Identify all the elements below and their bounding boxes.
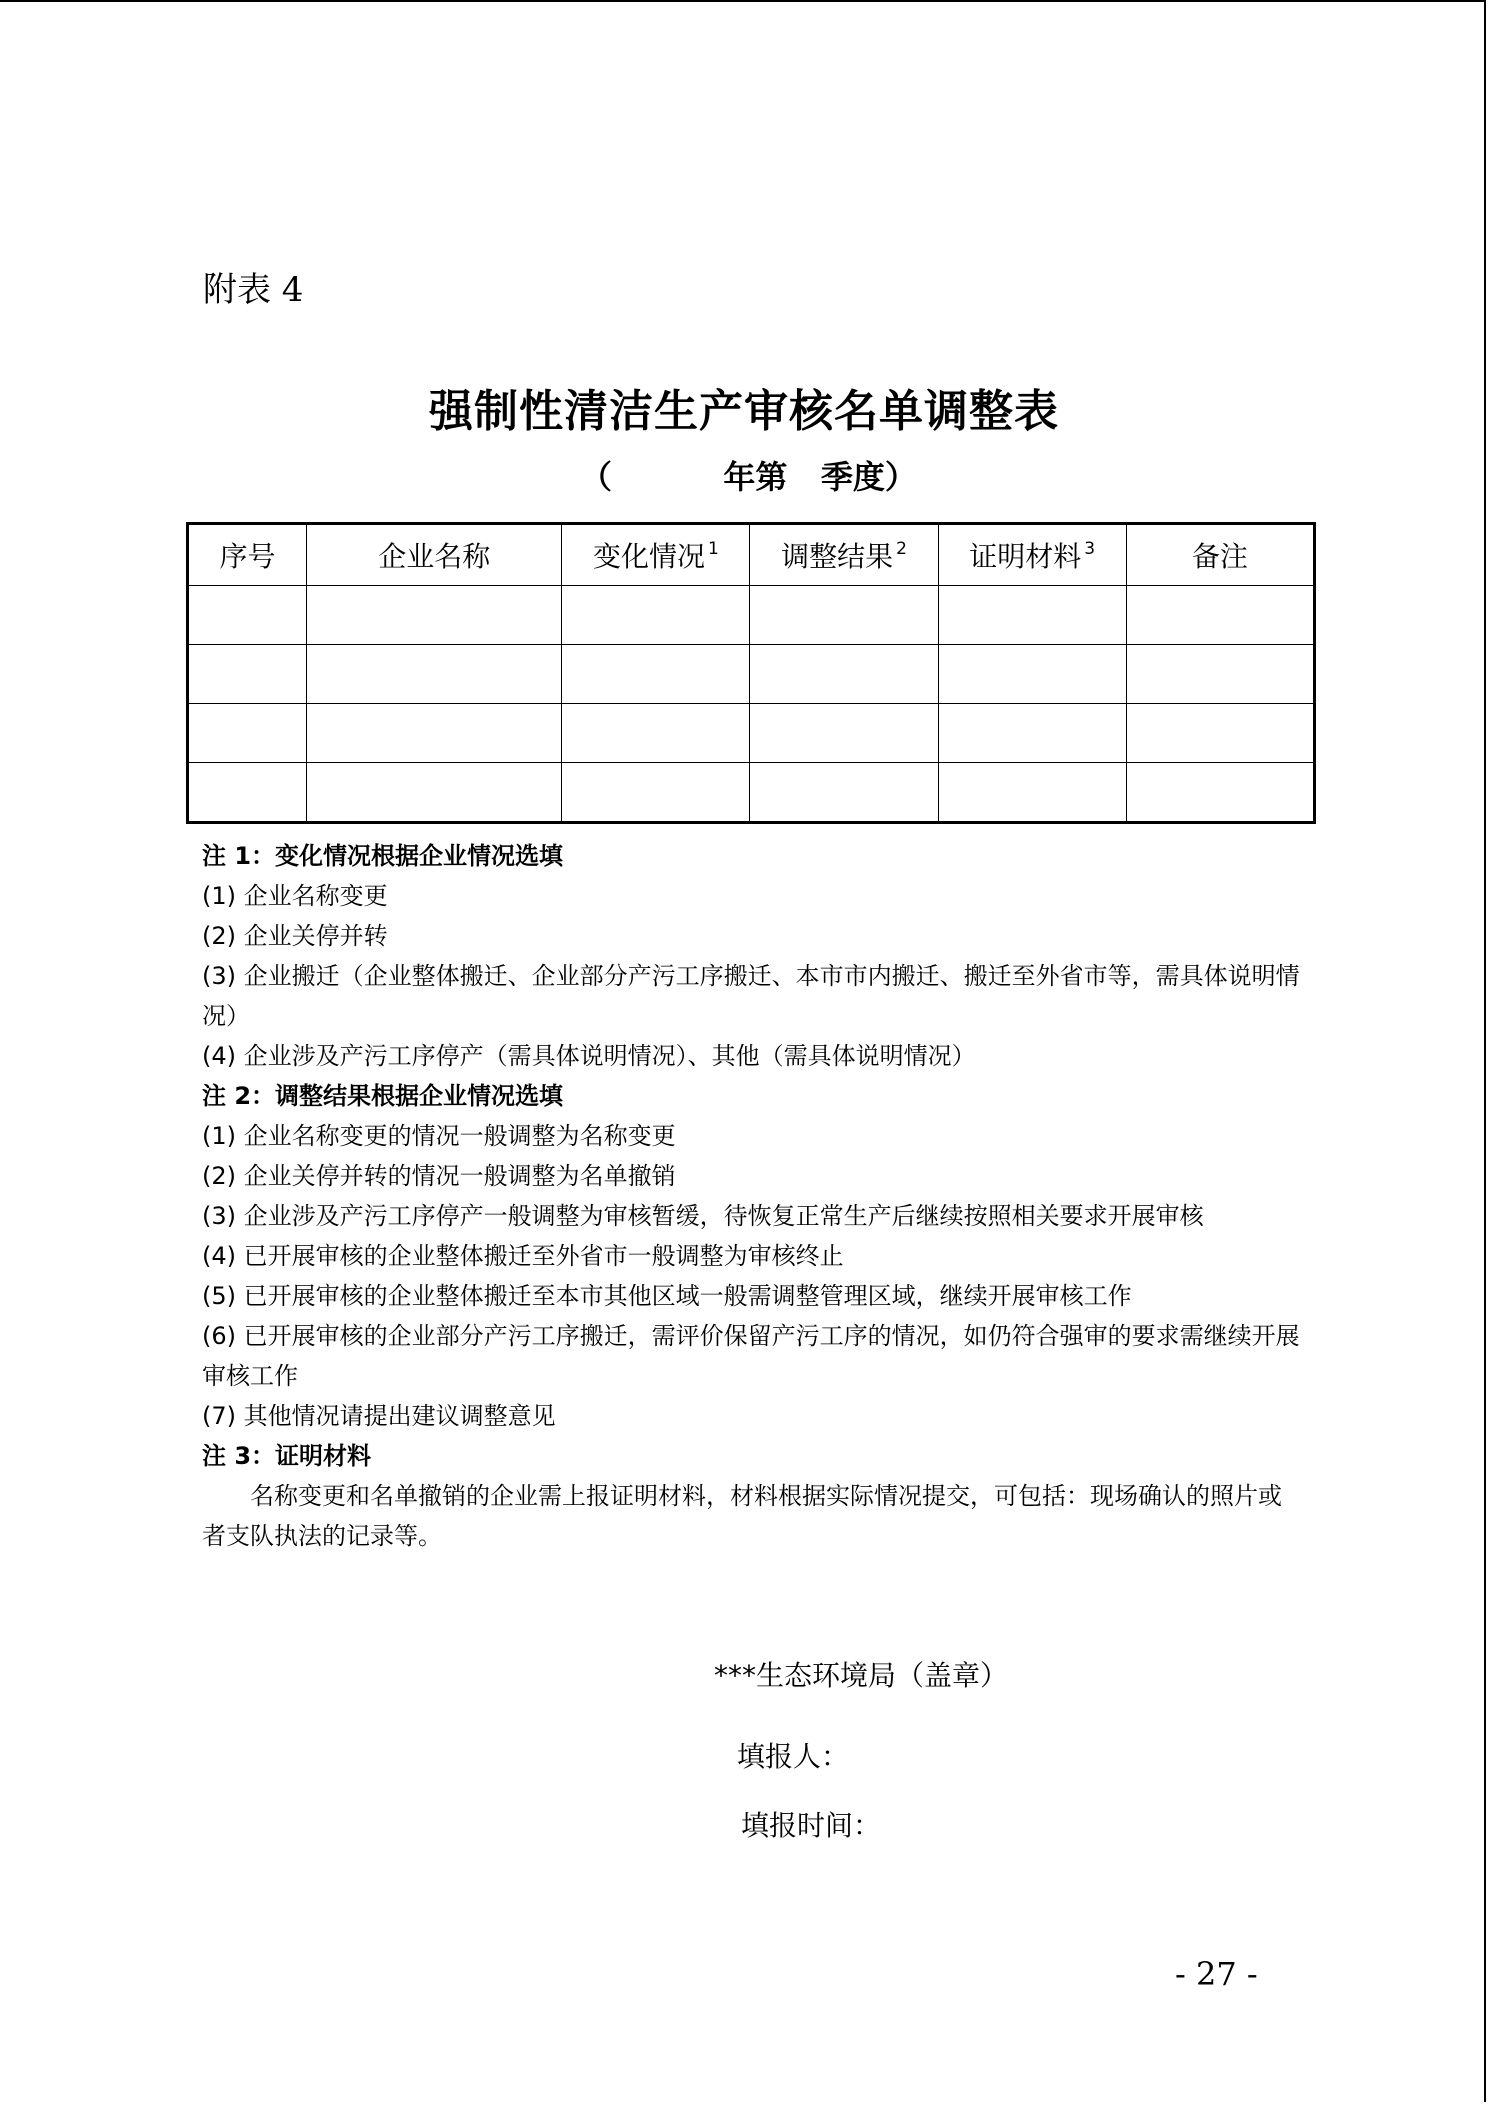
- table-row: [188, 763, 1315, 823]
- note-3-text: 名称变更和名单撤销的企业需上报证明材料，材料根据实际情况提交，可包括：现场确认的照片或者支队执法的记录等。: [202, 1482, 1282, 1550]
- table-cell[interactable]: [1126, 645, 1314, 704]
- table-cell[interactable]: [938, 586, 1126, 645]
- table-row: [188, 645, 1315, 704]
- filler-label: 填报人：: [737, 1740, 850, 1773]
- table-row: [188, 704, 1315, 763]
- table-cell[interactable]: [750, 763, 938, 823]
- header-adjustment-result: 调整结果 $^2$: [750, 524, 938, 586]
- table-cell[interactable]: [562, 704, 750, 763]
- table-header-row: [188, 524, 1315, 586]
- fill-time-label: 填报时间：: [741, 1809, 882, 1842]
- table-cell[interactable]: [1126, 704, 1314, 763]
- header-serial-number: 序号: [188, 524, 307, 586]
- note-2-item: (7) 其他情况请提出建议调整意见: [202, 1402, 556, 1430]
- table-cell[interactable]: [938, 704, 1126, 763]
- table-cell[interactable]: [188, 763, 307, 823]
- appendix-label: 附表 4: [203, 270, 304, 310]
- table-row: [188, 586, 1315, 645]
- note-2-item: (3) 企业涉及产污工序停产一般调整为审核暂缓，待恢复正常生产后继续按照相关要求开展审核: [202, 1202, 1204, 1230]
- table-cell[interactable]: [938, 645, 1126, 704]
- table-cell[interactable]: [562, 645, 750, 704]
- table-cell[interactable]: [188, 586, 307, 645]
- table-cell[interactable]: [938, 763, 1126, 823]
- note-1-item: (4) 企业涉及产污工序停产（需具体说明情况）、其他（需具体说明情况）: [202, 1042, 976, 1070]
- issuing-bureau-seal-line: ***生态环境局（盖章）: [714, 1659, 1009, 1692]
- table-cell[interactable]: [188, 645, 307, 704]
- adjustment-table: [186, 522, 1316, 824]
- header-supporting-documents: 证明材料 $^3$: [938, 524, 1126, 586]
- footnote-ref-2: 2: [896, 539, 907, 559]
- table-cell[interactable]: [307, 645, 562, 704]
- table-cell[interactable]: [1126, 586, 1314, 645]
- footnote-ref-3: 3: [1084, 539, 1096, 559]
- note-2-item: (6) 已开展审核的企业部分产污工序搬迁，需评价保留产污工序的情况，如仍符合强审的要求需继续开展审核工作: [202, 1322, 1300, 1390]
- footnote-ref-1: 1: [707, 539, 719, 559]
- table-cell[interactable]: [750, 704, 938, 763]
- note-3-heading: 注 3：证明材料: [202, 1442, 372, 1470]
- table-cell[interactable]: [750, 645, 938, 704]
- header-remarks: 备注: [1126, 524, 1314, 586]
- note-2-item: (4) 已开展审核的企业整体搬迁至外省市一般调整为审核终止: [202, 1242, 844, 1270]
- header-company-name: 企业名称: [307, 524, 562, 586]
- note-1-item: (1) 企业名称变更: [202, 882, 388, 910]
- table-cell[interactable]: [750, 586, 938, 645]
- note-2-item: (1) 企业名称变更的情况一般调整为名称变更: [202, 1122, 676, 1150]
- document-title: 强制性清洁生产审核名单调整表: [429, 386, 1059, 437]
- table-cell[interactable]: [562, 763, 750, 823]
- table-cell[interactable]: [1126, 763, 1314, 823]
- document-subtitle: （ 年第 季度）: [580, 458, 917, 496]
- table-cell[interactable]: [307, 704, 562, 763]
- table-cell[interactable]: [307, 586, 562, 645]
- note-1-item: (2) 企业关停并转: [202, 922, 388, 950]
- table-cell[interactable]: [188, 704, 307, 763]
- note-2-heading: 注 2：调整结果根据企业情况选填: [202, 1082, 564, 1110]
- note-1-item: (3) 企业搬迁（企业整体搬迁、企业部分产污工序搬迁、本市市内搬迁、搬迁至外省市等，需具体说明情况）: [202, 962, 1300, 1030]
- note-2-item: (5) 已开展审核的企业整体搬迁至本市其他区域一般需调整管理区域，继续开展审核工作: [202, 1282, 1132, 1310]
- page-number: - 27 -: [1175, 1955, 1258, 1993]
- header-change-status: 变化情况 $^1$: [562, 524, 750, 586]
- notes-section: [202, 836, 1302, 1556]
- note-1-heading: 注 1：变化情况根据企业情况选填: [202, 842, 564, 870]
- note-2-item: (2) 企业关停并转的情况一般调整为名单撤销: [202, 1162, 676, 1190]
- table-cell[interactable]: [562, 586, 750, 645]
- table-cell[interactable]: [307, 763, 562, 823]
